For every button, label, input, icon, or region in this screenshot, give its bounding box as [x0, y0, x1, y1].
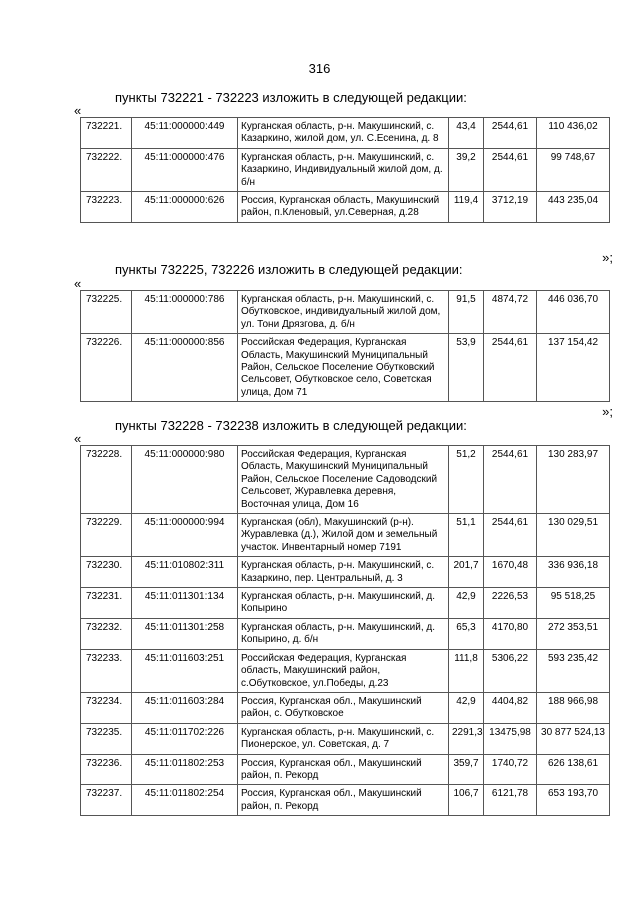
table-row — [81, 192, 610, 223]
table-row — [81, 618, 610, 649]
cadastral-cost-cell: 137 154,42 — [537, 334, 610, 402]
cadastral-number-cell: 45:11:000000:449 — [132, 118, 238, 149]
area-cell: 91,5 — [449, 291, 484, 334]
address-cell: Россия, Курганская обл., Макушинский район, п. Рекорд — [238, 754, 449, 785]
property-table — [80, 445, 610, 816]
cadastral-cost-cell: 99 748,67 — [537, 148, 610, 191]
cadastral-number-cell: 45:11:011702:226 — [132, 723, 238, 754]
table-row — [81, 723, 610, 754]
address-cell: Российская Федерация, Курганская область, Макушинский район, с.Обутковское, ул.Победы, д.23 — [238, 649, 449, 692]
price-per-unit-cell: 2544,61 — [484, 446, 537, 514]
cadastral-number-cell: 45:11:010802:311 — [132, 557, 238, 588]
cadastral-cost-cell: 130 283,97 — [537, 446, 610, 514]
price-per-unit-cell: 2544,61 — [484, 118, 537, 149]
address-cell: Россия, Курганская область, Макушинский район, п.Кленовый, ул.Северная, д.28 — [238, 192, 449, 223]
table-row — [81, 785, 610, 816]
cadastral-cost-cell: 30 877 524,13 — [537, 723, 610, 754]
cadastral-cost-cell: 272 353,51 — [537, 618, 610, 649]
row-number-cell: 732234. — [81, 692, 132, 723]
area-cell: 42,9 — [449, 588, 484, 619]
table-row — [81, 692, 610, 723]
close-quote: »; — [602, 404, 613, 419]
address-cell: Курганская (обл), Макушинский (р-н). Журавлевка (д.), Жилой дом и земельный участок. Инвентарный номер 7191 — [238, 514, 449, 557]
cadastral-number-cell: 45:11:000000:980 — [132, 446, 238, 514]
area-cell: 43,4 — [449, 118, 484, 149]
price-per-unit-cell: 6121,78 — [484, 785, 537, 816]
address-cell: Курганская область, р-н. Макушинский, д. Копырино — [238, 588, 449, 619]
table-row — [81, 118, 610, 149]
cadastral-cost-cell: 336 936,18 — [537, 557, 610, 588]
open-quote: « — [74, 431, 82, 446]
price-per-unit-cell: 2226,53 — [484, 588, 537, 619]
address-cell: Российская Федерация, Курганская Область, Макушинский Муниципальный Район, Сельское Поселение Садоводский Сельсовет, Журавлевка деревня, Восточная улица, Дом 16 — [238, 446, 449, 514]
table-row — [81, 514, 610, 557]
price-per-unit-cell: 13475,98 — [484, 723, 537, 754]
table-row — [81, 649, 610, 692]
cadastral-number-cell: 45:11:011301:258 — [132, 618, 238, 649]
address-cell: Россия, Курганская обл., Макушинский район, п. Рекорд — [238, 785, 449, 816]
cadastral-number-cell: 45:11:000000:786 — [132, 291, 238, 334]
table-row — [81, 588, 610, 619]
cadastral-cost-cell: 446 036,70 — [537, 291, 610, 334]
table-row — [81, 446, 610, 514]
cadastral-number-cell: 45:11:011301:134 — [132, 588, 238, 619]
page-number: 316 — [308, 61, 331, 76]
cadastral-cost-cell: 653 193,70 — [537, 785, 610, 816]
cadastral-cost-cell: 593 235,42 — [537, 649, 610, 692]
price-per-unit-cell: 3712,19 — [484, 192, 537, 223]
area-cell: 53,9 — [449, 334, 484, 402]
row-number-cell: 732225. — [81, 291, 132, 334]
address-cell: Российская Федерация, Курганская Область, Макушинский Муниципальный Район, Сельское Поселение Обутковский Сельсовет, Обутковское село, Советская улица, Дом 71 — [238, 334, 449, 402]
row-number-cell: 732226. — [81, 334, 132, 402]
address-cell: Курганская область, р-н. Макушинский, с. Обутковское, индивидуальный жилой дом, ул. Тони Дрязгова, д. б/н — [238, 291, 449, 334]
row-number-cell: 732221. — [81, 118, 132, 149]
row-number-cell: 732232. — [81, 618, 132, 649]
row-number-cell: 732231. — [81, 588, 132, 619]
price-per-unit-cell: 4404,82 — [484, 692, 537, 723]
area-cell: 201,7 — [449, 557, 484, 588]
row-number-cell: 732229. — [81, 514, 132, 557]
row-number-cell: 732222. — [81, 148, 132, 191]
row-number-cell: 732230. — [81, 557, 132, 588]
table-row — [81, 148, 610, 191]
table-row — [81, 334, 610, 402]
address-cell: Курганская область, р-н. Макушинский, с. Казаркино, Индивидуальный жилой дом, д. б/н — [238, 148, 449, 191]
section-heading: пункты 732225, 732226 изложить в следующей редакции: — [115, 262, 463, 277]
cadastral-cost-cell: 443 235,04 — [537, 192, 610, 223]
table-row — [81, 557, 610, 588]
price-per-unit-cell: 1740,72 — [484, 754, 537, 785]
close-quote: »; — [602, 250, 613, 265]
area-cell: 51,2 — [449, 446, 484, 514]
cadastral-cost-cell: 188 966,98 — [537, 692, 610, 723]
area-cell: 2291,3 — [449, 723, 484, 754]
price-per-unit-cell: 5306,22 — [484, 649, 537, 692]
area-cell: 39,2 — [449, 148, 484, 191]
open-quote: « — [74, 276, 82, 291]
cadastral-cost-cell: 95 518,25 — [537, 588, 610, 619]
address-cell: Курганская область, р-н. Макушинский, д. Копырино, д. б/н — [238, 618, 449, 649]
row-number-cell: 732228. — [81, 446, 132, 514]
address-cell: Россия, Курганская обл., Макушинский район, с. Обутковское — [238, 692, 449, 723]
row-number-cell: 732236. — [81, 754, 132, 785]
price-per-unit-cell: 2544,61 — [484, 514, 537, 557]
cadastral-number-cell: 45:11:011802:254 — [132, 785, 238, 816]
area-cell: 111,8 — [449, 649, 484, 692]
price-per-unit-cell: 1670,48 — [484, 557, 537, 588]
area-cell: 42,9 — [449, 692, 484, 723]
area-cell: 106,7 — [449, 785, 484, 816]
area-cell: 65,3 — [449, 618, 484, 649]
cadastral-cost-cell: 130 029,51 — [537, 514, 610, 557]
row-number-cell: 732237. — [81, 785, 132, 816]
row-number-cell: 732223. — [81, 192, 132, 223]
row-number-cell: 732233. — [81, 649, 132, 692]
section-heading: пункты 732221 - 732223 изложить в следующей редакции: — [115, 90, 467, 105]
area-cell: 51,1 — [449, 514, 484, 557]
table-row — [81, 754, 610, 785]
cadastral-number-cell: 45:11:011603:284 — [132, 692, 238, 723]
address-cell: Курганская область, р-н. Макушинский, с. Казаркино, пер. Центральный, д. 3 — [238, 557, 449, 588]
cadastral-cost-cell: 110 436,02 — [537, 118, 610, 149]
price-per-unit-cell: 2544,61 — [484, 334, 537, 402]
cadastral-number-cell: 45:11:000000:994 — [132, 514, 238, 557]
cadastral-number-cell: 45:11:011802:253 — [132, 754, 238, 785]
address-cell: Курганская область, р-н. Макушинский, с. Пионерское, ул. Советская, д. 7 — [238, 723, 449, 754]
cadastral-cost-cell: 626 138,61 — [537, 754, 610, 785]
section-heading: пункты 732228 - 732238 изложить в следующей редакции: — [115, 418, 467, 433]
open-quote: « — [74, 103, 82, 118]
property-table — [80, 117, 610, 223]
cadastral-number-cell: 45:11:000000:626 — [132, 192, 238, 223]
cadastral-number-cell: 45:11:000000:476 — [132, 148, 238, 191]
price-per-unit-cell: 2544,61 — [484, 148, 537, 191]
area-cell: 359,7 — [449, 754, 484, 785]
table-row — [81, 291, 610, 334]
address-cell: Курганская область, р-н. Макушинский, с. Казаркино, жилой дом, ул. С.Есенина, д. 8 — [238, 118, 449, 149]
property-table — [80, 290, 610, 402]
area-cell: 119,4 — [449, 192, 484, 223]
price-per-unit-cell: 4874,72 — [484, 291, 537, 334]
row-number-cell: 732235. — [81, 723, 132, 754]
price-per-unit-cell: 4170,80 — [484, 618, 537, 649]
cadastral-number-cell: 45:11:000000:856 — [132, 334, 238, 402]
cadastral-number-cell: 45:11:011603:251 — [132, 649, 238, 692]
